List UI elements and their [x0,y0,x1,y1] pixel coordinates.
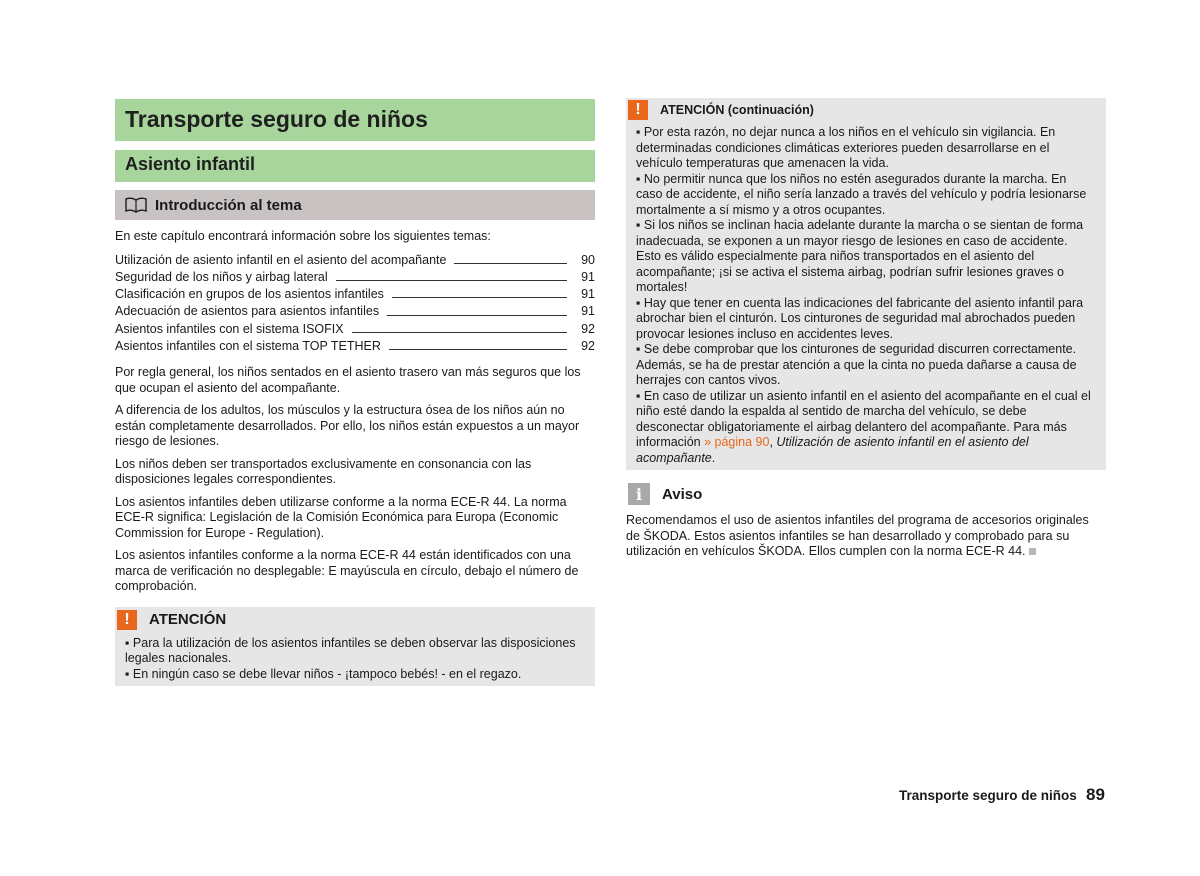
warning-item: ▪ No permitir nunca que los niños no estén asegurados durante la marcha. En caso de accidente, el niño sería lanzado a través del vehículo y podría lesionarse mortalmente a sí mismo y a otros ocupantes. [636,171,1087,217]
warning-item: ▪ En ningún caso se debe llevar niños - ¡tampoco bebés! - en el regazo. [125,666,522,681]
toc-label: Asientos infantiles con el sistema ISOFIX [115,321,344,336]
warning-item: ▪ Por esta razón, no dejar nunca a los niños en el vehículo sin vigilancia. En determinadas condiciones climáticas exteriores pueden desarrollarse en el vehículo temperaturas que amenacen la vida. [636,125,1056,170]
notice-box [626,481,1106,560]
warning-item-text: ▪ En caso de utilizar un asiento infantil en el asiento del acompañante en el cual el niño esté dando la espalda al sentido de marcha del vehículo, se debe desconectar obligatoriamente el airbag delantero del acompañante. Para más información [636,388,1091,449]
intro-title: Introducción al tema [155,196,302,214]
toc-page: 91 [581,287,595,302]
warning-icon: ! [117,610,137,630]
warning-item-end: . [711,450,716,465]
toc-row[interactable] [115,269,595,286]
warning-body [115,633,595,687]
toc-page: 90 [581,252,595,267]
warning-box-continued [626,98,1106,470]
toc-row[interactable] [115,338,595,355]
body-paragraph: A diferencia de los adultos, los músculos y la estructura ósea de los niños aún no están completamente desarrollados. Por ello, los niños están expuestos a un mayor riesgo de lesiones. [115,403,580,449]
toc-page: 92 [581,321,595,336]
toc-row[interactable] [115,303,595,320]
warning-header [115,607,595,633]
warning-item: ▪ Hay que tener en cuenta las indicaciones del fabricante del asiento infantil para abrochar bien el cinturón. Los cinturones de seguridad mal abrochados pueden provocar lesiones incluso en accidentes leves. [636,295,1084,341]
intro-header [115,190,595,220]
toc-page: 92 [581,338,595,353]
toc-page: 91 [581,304,595,319]
warning-body [626,122,1106,470]
toc-leader [336,280,567,281]
page-link[interactable]: » página 90 [704,435,770,449]
page-number: 89 [1086,785,1105,804]
toc-leader [392,297,567,298]
body-paragraph: Por regla general, los niños sentados en el asiento trasero van más seguros que los que ocupan el asiento del acompañante. [115,365,581,395]
warning-box [115,607,595,687]
intro-text: En este capítulo encontrará información sobre los siguientes temas: [115,229,491,243]
toc-label: Adecuación de asientos para asientos infantiles [115,304,380,319]
toc-leader [387,315,567,316]
warning-icon: ! [628,100,648,120]
warning-item-sep: , [769,435,777,449]
toc-label: Seguridad de los niños y airbag lateral [115,269,328,284]
body-paragraph: Los niños deben ser transportados exclusivamente en consonancia con las disposiciones legales correspondientes. [115,456,532,487]
body-paragraph: Los asientos infantiles deben utilizarse conforme a la norma ECE-R 44. La norma ECE-R significa: Legislación de la Comisión Económica para Europa (Economic Commission for Europe - Regulation). [115,494,567,540]
toc-row[interactable] [115,252,595,269]
warning-item: ▪ Si los niños se inclinan hacia adelante durante la marcha o se sientan de forma inadecuada, se exponen a un mayor riesgo de lesiones en caso de accidente. Esto es válido especialmente para niños transportados en el asiento del acompañante; ¡si se activa el sistema airbag, podrían sufrir lesiones graves o mortales! [636,218,1084,294]
notice-header [626,481,1106,507]
warning-title: ATENCIÓN (continuación) [660,103,814,117]
chapter-title: Transporte seguro de niños [115,99,595,141]
end-of-section-marker [1029,548,1036,555]
toc-row[interactable] [115,321,595,338]
toc-row[interactable] [115,286,595,303]
toc-leader [352,332,567,333]
warning-item: ▪ Se debe comprobar que los cinturones de seguridad discurren correctamente. Además, se ha de prestar atención a que la cinta no pueda dañarse a causa de herrajes con cantos vivos. [636,342,1077,387]
toc-label: Utilización de asiento infantil en el asiento del acompañante [115,252,447,267]
warning-header [626,98,1106,122]
book-icon [125,197,147,213]
info-icon: i [628,483,650,505]
toc-page: 91 [581,269,595,284]
warning-title: ATENCIÓN [149,611,227,629]
warning-item: ▪ Para la utilización de los asientos infantiles se deben observar las disposiciones legales nacionales. [125,635,576,666]
section-title: Asiento infantil [115,150,595,182]
footer-section-title: Transporte seguro de niños [899,788,1077,803]
body-paragraph: Los asientos infantiles conforme a la norma ECE-R 44 están identificados con una marca de verificación no desplegable: E mayúscula en círculo, debajo el número de comprobación. [115,548,579,594]
toc-list [115,252,595,356]
toc-leader [454,263,567,264]
notice-text-content: Recomendamos el uso de asientos infantiles del programa de accesorios originales de ŠKODA. Estos asientos infantiles se han desarrollado y comprobado para su utilización en vehículos ŠKODA. Ellos cumplen con la norma ECE-R 44. [626,513,1089,558]
right-column [626,98,1106,560]
left-column [115,99,595,686]
notice-text [626,513,1106,560]
toc-label: Clasificación en grupos de los asientos infantiles [115,287,384,302]
cross-reference: Utilización de asiento infantil en el asiento del acompañante [636,435,1029,465]
notice-title: Aviso [662,485,703,503]
warning-item [636,389,1096,467]
toc-leader [389,349,567,350]
toc-label: Asientos infantiles con el sistema TOP TETHER [115,338,381,353]
